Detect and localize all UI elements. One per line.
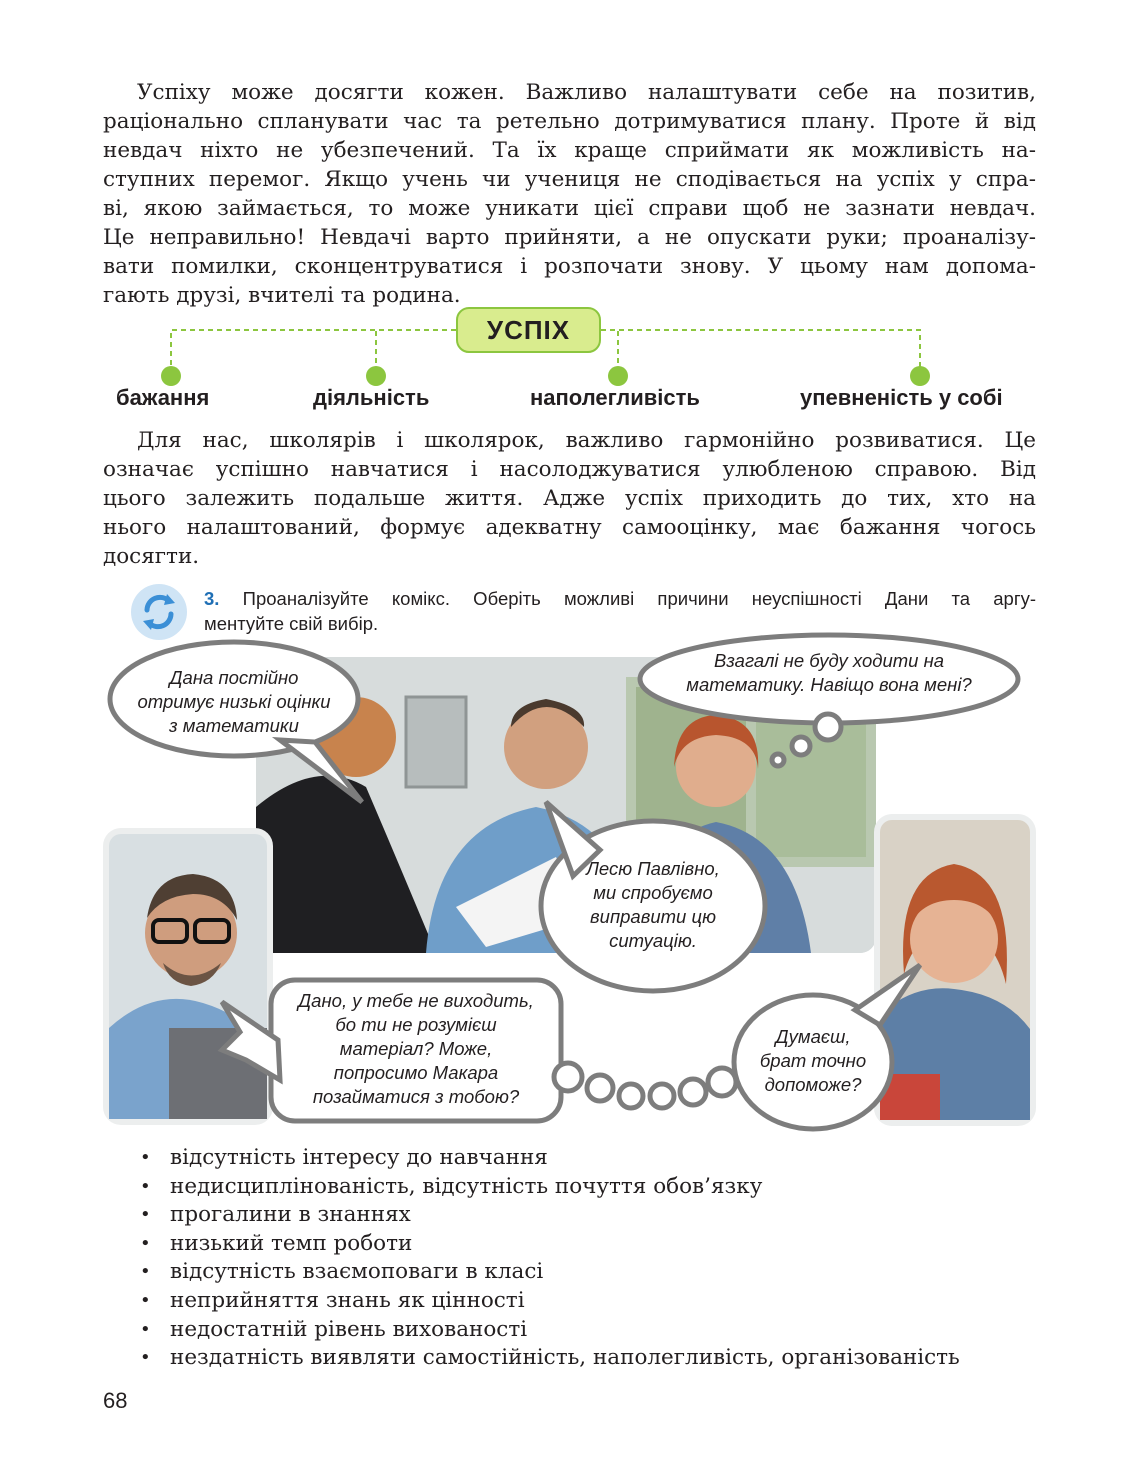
thought-bubble-dot [815,714,841,740]
father-question-text: Дано, у тебе не виходить, бо ти не розумієш матеріал? Може, попросимо Макара позайматися з тобою? [298,990,534,1107]
paragraph-line: досягти. [103,544,200,569]
girl-reply-text: Думаєш, брат точно допоможе? [759,1026,867,1095]
success-concept-map [0,300,1133,420]
concept-node-dot [910,366,930,386]
paragraph-line: ступних перемог. Якщо учень чи учениця не сподівається на успіх у спра- [103,167,1036,192]
concept-term-desire: бажання [116,385,210,410]
list-item: • відсутність взаємоповаги в класі [140,1258,960,1287]
paragraph-line: гають друзі, вчителі та родина. [103,283,461,308]
thought-bubble-dot [554,1063,582,1091]
list-item: • низький темп роботи [140,1230,960,1259]
connector-line [601,330,920,375]
paragraph-line: Успіху може досягти кожен. Важливо налаштувати себе на позитив, [137,80,1036,105]
paragraph-line: Це неправильно! Невдачі варто прийняти, а не опускати руки; проаналізу- [103,225,1036,250]
list-item: • неприйняття знань як цінності [140,1287,960,1316]
thought-bubble-dot [650,1084,674,1108]
connector-line [171,330,456,375]
paragraph-line: Для нас, школярів і школярок, важливо гармонійно розвиватися. Це [137,428,1036,453]
girl-thought-text: Взагалі не буду ходити на математику. Навіщо вона мені? [686,650,972,695]
reasons-list [140,1144,960,1373]
concept-center-success: УСПІХ [456,307,601,353]
thought-bubble-dot [708,1068,736,1096]
list-item: • нездатність виявляти самостійність, наполегливість, організованість [140,1344,960,1373]
thought-bubble-dot [792,737,810,755]
teacher-speech-text: Дана постійно отримує низькі оцінки з математики [137,667,331,736]
paragraph-line: раціонально спланувати час та ретельно дотримуватися плану. Проте й від [103,109,1036,134]
paragraph-line: невдач ніхто не убезпечений. Та їх краще сприймати як можливість на- [103,138,1036,163]
thought-bubble-dot [680,1079,706,1105]
speech-bubble-tail [280,740,362,802]
list-item: • недисциплінованість, відсутність почуття обов’язку [140,1173,960,1202]
concept-term-activity: діяльність [313,385,430,410]
task-number: 3. [204,588,220,609]
concept-node-dot [366,366,386,386]
concept-term-persistence: наполегливість [530,385,700,410]
concept-node-dot [608,366,628,386]
thought-bubble-dot [619,1084,643,1108]
thought-bubble-dot [772,754,784,766]
paragraph-line: ві, якою займається, то може уникати цієї справи щоб не зазнати невдач. [103,196,1036,221]
thought-bubble-dot [587,1075,613,1101]
page-number: 68 [103,1388,128,1413]
paragraph-line: нього налаштований, формує адекватну самооцінку, має бажання чогось [103,515,1036,540]
task-instruction [204,586,1036,636]
list-item: • відсутність інтересу до навчання [140,1144,960,1173]
concept-term-confidence: упевненість у собі [800,385,1003,410]
connector-line [376,330,456,375]
task-line: ментуйте свій вибір. [204,613,379,634]
speech-bubble-tail [855,965,920,1025]
list-item: • прогалини в знаннях [140,1201,960,1230]
paragraph-line: цього залежить подальше життя. Адже успіх приходить до тих, хто на [103,486,1036,511]
intro-paragraph [103,78,1036,310]
father-reply-text: Лесю Павлівно, ми спробуємо виправити цю ситуацію. [586,858,720,951]
harmony-paragraph [103,426,1036,571]
list-item: • недостатній рівень вихованості [140,1316,960,1345]
paragraph-line: означає успішно навчатися і насолоджуватися улюбленою справою. Від [103,457,1036,482]
paragraph-line: вати помилки, сконцентруватися і розпочати знову. У цьому нам допома- [103,254,1036,279]
task-line: Проаналізуйте комікс. Оберіть можливі причини неуспішності Дани та аргу- [242,588,1036,609]
concept-node-dot [161,366,181,386]
